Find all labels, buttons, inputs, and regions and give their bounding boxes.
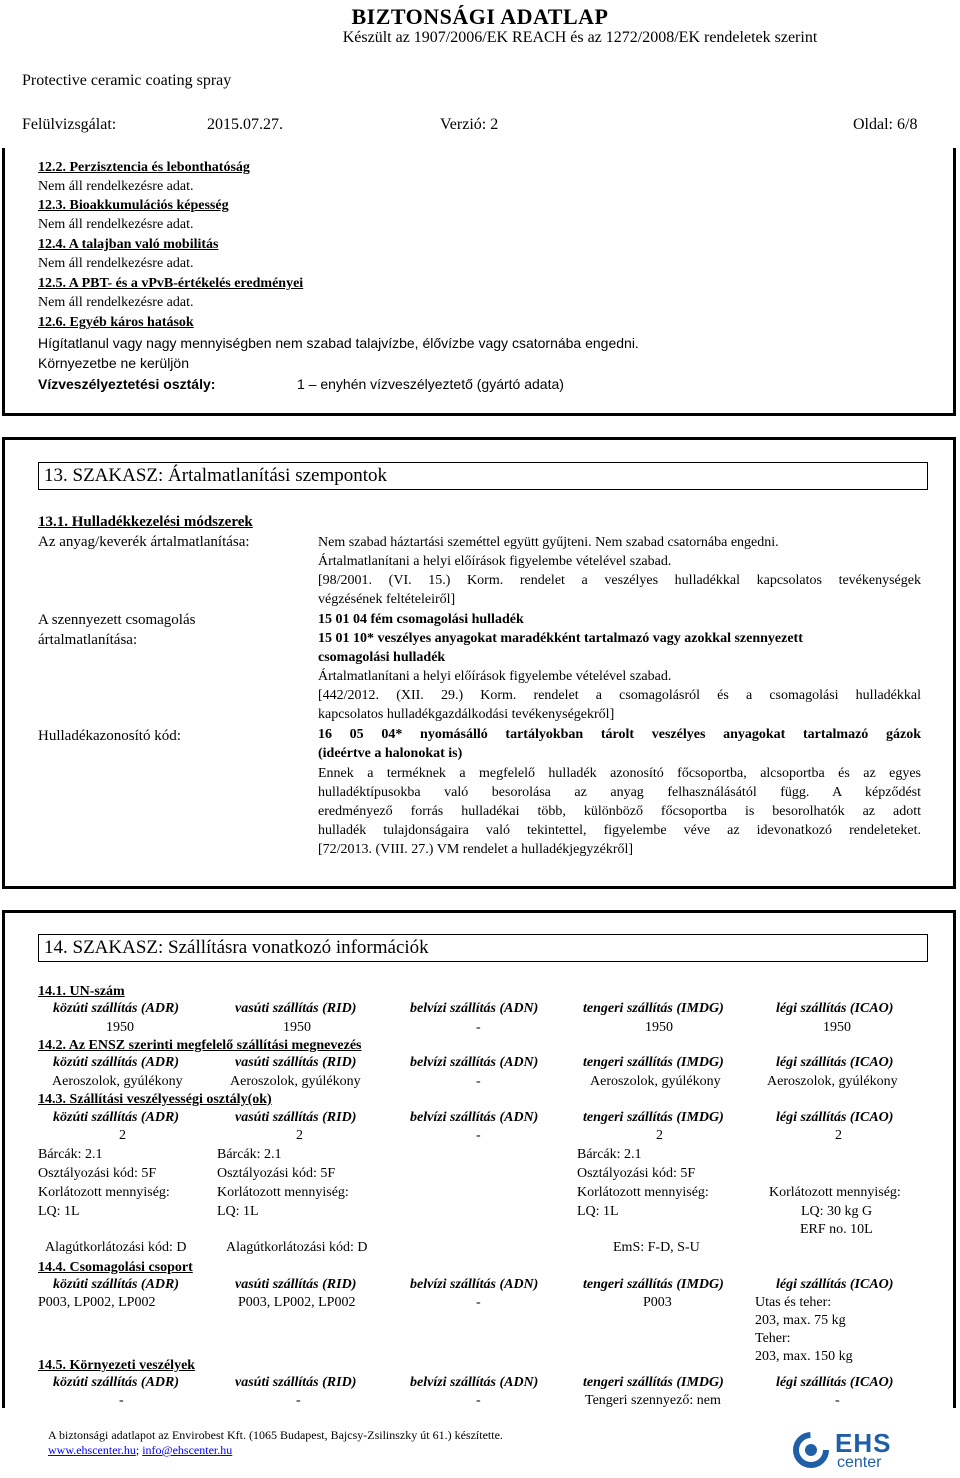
packaging-line-5: kapcsolatos hulladékgazdálkodási tevékenységekről]: [318, 707, 615, 722]
un-adn: -: [476, 1020, 481, 1035]
un-adr: 1950: [106, 1020, 134, 1035]
packaging-line-3: Ártalmatlanítani a helyi előírások figyelembe vételével szabad.: [318, 669, 672, 684]
col-adr: közúti szállítás (ADR): [53, 1001, 180, 1016]
logo-subtext: center: [837, 1454, 882, 1471]
lq-imdg: LQ: 1L: [577, 1204, 619, 1219]
footer-website-link[interactable]: www.ehscenter.hu: [48, 1443, 136, 1457]
name-adr: Aeroszolok, gyúlékony: [52, 1074, 183, 1089]
product-name: Protective ceramic coating spray: [22, 72, 232, 89]
labels-rid: Bárcák: 2.1: [217, 1147, 282, 1162]
col-imdg: tengeri szállítás (IMDG): [583, 1375, 724, 1390]
heading-14-5: 14.5. Környezeti veszélyek: [38, 1358, 196, 1373]
heading-14-4: 14.4. Csomagolási csoport: [38, 1260, 193, 1275]
tunnel-adr: Alagútkorlátozási kód: D: [45, 1240, 187, 1255]
env-imdg: Tengeri szennyező: nem: [585, 1393, 721, 1408]
limited-rid: Korlátozott mennyiség:: [217, 1185, 349, 1200]
waste-text-4: hulladék tulajdonságaira való tekintettel, figyelembe véve az idevonatkozó rendeleteket.: [318, 823, 921, 838]
col-icao: légi szállítás (ICAO): [776, 1055, 894, 1070]
col-icao: légi szállítás (ICAO): [776, 1110, 894, 1125]
heading-13-1: 13.1. Hulladékkezelési módszerek: [38, 514, 253, 530]
disposal-line-2: Ártalmatlanítani a helyi előírások figyelembe vételével szabad.: [318, 554, 672, 569]
class-adn: -: [476, 1128, 481, 1143]
col-icao: légi szállítás (ICAO): [776, 1001, 894, 1016]
pack-icao-2: 203, max. 75 kg: [755, 1313, 846, 1328]
col-rid: vasúti szállítás (RID): [235, 1375, 357, 1390]
col-icao: légi szállítás (ICAO): [776, 1277, 894, 1292]
text-12-2: Nem áll rendelkezésre adat.: [38, 179, 194, 194]
wgk-label: Vízveszélyeztetési osztály:: [38, 376, 216, 392]
wgk-value: 1 – enyhén vízveszélyeztető (gyártó adata): [297, 376, 564, 392]
packaging-code-2b: csomagolási hulladék: [318, 650, 446, 665]
limited-icao: Korlátozott mennyiség:: [769, 1185, 901, 1200]
tunnel-rid: Alagútkorlátozási kód: D: [226, 1240, 368, 1255]
limited-adr: Korlátozott mennyiség:: [38, 1185, 170, 1200]
waste-code-1: 16 05 04* nyomásálló tartályokban tárolt veszélyes anyagokat tartalmazó gázok: [318, 727, 921, 742]
pack-icao-4: 203, max. 150 kg: [755, 1349, 853, 1364]
heading-12-4: 12.4. A talajban való mobilitás: [38, 237, 219, 252]
heading-12-2: 12.2. Perzisztencia és lebonthatóság: [38, 160, 250, 175]
classcode-adr: Osztályozási kód: 5F: [38, 1166, 157, 1181]
class-icao: 2: [835, 1128, 842, 1143]
col-imdg: tengeri szállítás (IMDG): [583, 1001, 724, 1016]
col-adr: közúti szállítás (ADR): [53, 1277, 180, 1292]
heading-12-5: 12.5. A PBT- és a vPvB-értékelés eredményei: [38, 276, 304, 291]
disposal-line-3: [98/2001. (VI. 15.) Korm. rendelet a veszélyes hulladékkal kapcsolatos tevékenységek: [318, 573, 921, 588]
class-adr: 2: [119, 1128, 126, 1143]
label-disposal: Az anyag/keverék ártalmatlanítása:: [38, 534, 250, 550]
labels-adr: Bárcák: 2.1: [38, 1147, 103, 1162]
text-12-6b: Környezetbe ne kerüljön: [38, 355, 189, 371]
revision-label: Felülvizsgálat:: [22, 116, 117, 133]
col-rid: vasúti szállítás (RID): [235, 1110, 357, 1125]
erf-icao: ERF no. 10L: [800, 1222, 873, 1237]
waste-text-1: Ennek a terméknek a megfelelő hulladék azonosító főcsoportba, alcsoportba és az egyes: [318, 766, 921, 781]
classcode-rid: Osztályozási kód: 5F: [217, 1166, 336, 1181]
heading-12-6: 12.6. Egyéb káros hatások: [38, 315, 194, 330]
text-12-5: Nem áll rendelkezésre adat.: [38, 295, 194, 310]
name-rid: Aeroszolok, gyúlékony: [230, 1074, 361, 1089]
col-imdg: tengeri szállítás (IMDG): [583, 1110, 724, 1125]
col-imdg: tengeri szállítás (IMDG): [583, 1277, 724, 1292]
logo-text: EHS: [835, 1428, 892, 1458]
packaging-line-4: [442/2012. (XII. 29.) Korm. rendelet a csomagolásról és a csomagolási hulladékkal: [318, 688, 921, 703]
col-rid: vasúti szállítás (RID): [235, 1001, 357, 1016]
col-adn: belvízi szállítás (ADN): [410, 1001, 539, 1016]
env-icao: -: [835, 1393, 840, 1408]
labels-imdg: Bárcák: 2.1: [577, 1147, 642, 1162]
label-packaging-2: ártalmatlanítása:: [38, 632, 138, 648]
name-imdg: Aeroszolok, gyúlékony: [590, 1074, 721, 1089]
ehs-center-logo: [791, 1430, 941, 1472]
pack-rid: P003, LP002, LP002: [238, 1295, 356, 1310]
packaging-code-1: 15 01 04 fém csomagolási hulladék: [318, 612, 524, 627]
section-14-title: 14. SZAKASZ: Szállításra vonatkozó információk: [38, 934, 928, 962]
un-icao: 1950: [823, 1020, 851, 1035]
pack-icao-3: Teher:: [755, 1331, 791, 1346]
name-icao: Aeroszolok, gyúlékony: [767, 1074, 898, 1089]
classcode-imdg: Osztályozási kód: 5F: [577, 1166, 696, 1181]
un-rid: 1950: [283, 1020, 311, 1035]
ems-imdg: EmS: F-D, S-U: [613, 1240, 700, 1255]
lq-rid: LQ: 1L: [217, 1204, 259, 1219]
version: Verzió: 2: [440, 116, 499, 133]
env-adn: -: [476, 1393, 481, 1408]
heading-14-2: 14.2. Az ENSZ szerinti megfelelő szállítási megnevezés: [38, 1038, 362, 1053]
page-number: Oldal: 6/8: [853, 116, 918, 133]
waste-text-2: hulladéktípusokba való besorolása az anyag felhasználásától függ. A képződést: [318, 785, 921, 800]
section-14-box: [2, 910, 956, 1408]
section-13-title: 13. SZAKASZ: Ártalmatlanítási szempontok: [38, 462, 928, 490]
name-adn: -: [476, 1074, 481, 1089]
waste-code-2: (ideértve a halonokat is): [318, 746, 463, 761]
pack-imdg: P003: [643, 1295, 672, 1310]
label-waste-code: Hulladékazonosító kód:: [38, 728, 181, 744]
lq-icao: LQ: 30 kg G: [801, 1204, 873, 1219]
env-adr: -: [119, 1393, 124, 1408]
col-rid: vasúti szállítás (RID): [235, 1055, 357, 1070]
col-rid: vasúti szállítás (RID): [235, 1277, 357, 1292]
footer-email-link[interactable]: info@ehscenter.hu: [142, 1443, 233, 1457]
un-imdg: 1950: [645, 1020, 673, 1035]
disposal-line-1: Nem szabad háztartási szeméttel együtt gyűjteni. Nem szabad csatornába engedni.: [318, 535, 779, 550]
waste-text-5: [72/2013. (VIII. 27.) VM rendelet a hulladékjegyzékről]: [318, 842, 634, 857]
col-adr: közúti szállítás (ADR): [53, 1375, 180, 1390]
col-adr: közúti szállítás (ADR): [53, 1110, 180, 1125]
class-rid: 2: [296, 1128, 303, 1143]
pack-icao-1: Utas és teher:: [755, 1295, 832, 1310]
document-subtitle: Készült az 1907/2006/EK REACH és az 1272/2008/EK rendeletek szerint: [342, 29, 818, 46]
text-12-4: Nem áll rendelkezésre adat.: [38, 256, 194, 271]
lq-adr: LQ: 1L: [38, 1204, 80, 1219]
col-imdg: tengeri szállítás (IMDG): [583, 1055, 724, 1070]
label-packaging-1: A szennyezett csomagolás: [38, 612, 196, 628]
col-adn: belvízi szállítás (ADN): [410, 1375, 539, 1390]
packaging-code-2: 15 01 10* veszélyes anyagokat maradékként tartalmazó vagy azokkal szennyezett: [318, 631, 803, 646]
footer-separator: ;: [135, 1443, 143, 1457]
col-adn: belvízi szállítás (ADN): [410, 1277, 539, 1292]
footer-credit: A biztonsági adatlapot az Envirobest Kft. (1065 Budapest, Bajcsy-Zsilinszky út 61.) készítette.: [48, 1428, 503, 1442]
disposal-line-4: végzésének feltételeiről]: [318, 592, 456, 607]
text-12-6a: Hígítatlanul vagy nagy mennyiségben nem szabad talajvízbe, élővízbe vagy csatornába engedni.: [38, 335, 639, 351]
class-imdg: 2: [656, 1128, 663, 1143]
env-rid: -: [296, 1393, 301, 1408]
text-12-3: Nem áll rendelkezésre adat.: [38, 217, 194, 232]
document-title: BIZTONSÁGI ADATLAP: [351, 4, 609, 29]
col-adn: belvízi szállítás (ADN): [410, 1110, 539, 1125]
heading-12-3: 12.3. Bioakkumulációs képesség: [38, 198, 229, 213]
pack-adn: -: [476, 1295, 481, 1310]
col-icao: légi szállítás (ICAO): [776, 1375, 894, 1390]
heading-14-3: 14.3. Szállítási veszélyességi osztály(ok): [38, 1092, 272, 1107]
heading-14-1: 14.1. UN-szám: [38, 984, 125, 999]
waste-text-3: eredményező forrás hulladékai több, különböző főcsoportba is besorolhatók az adott: [318, 804, 921, 819]
revision-date: 2015.07.27.: [207, 116, 283, 133]
limited-imdg: Korlátozott mennyiség:: [577, 1185, 709, 1200]
pack-adr: P003, LP002, LP002: [38, 1295, 156, 1310]
col-adr: közúti szállítás (ADR): [53, 1055, 180, 1070]
footer-links: [48, 1443, 232, 1458]
col-adn: belvízi szállítás (ADN): [410, 1055, 539, 1070]
